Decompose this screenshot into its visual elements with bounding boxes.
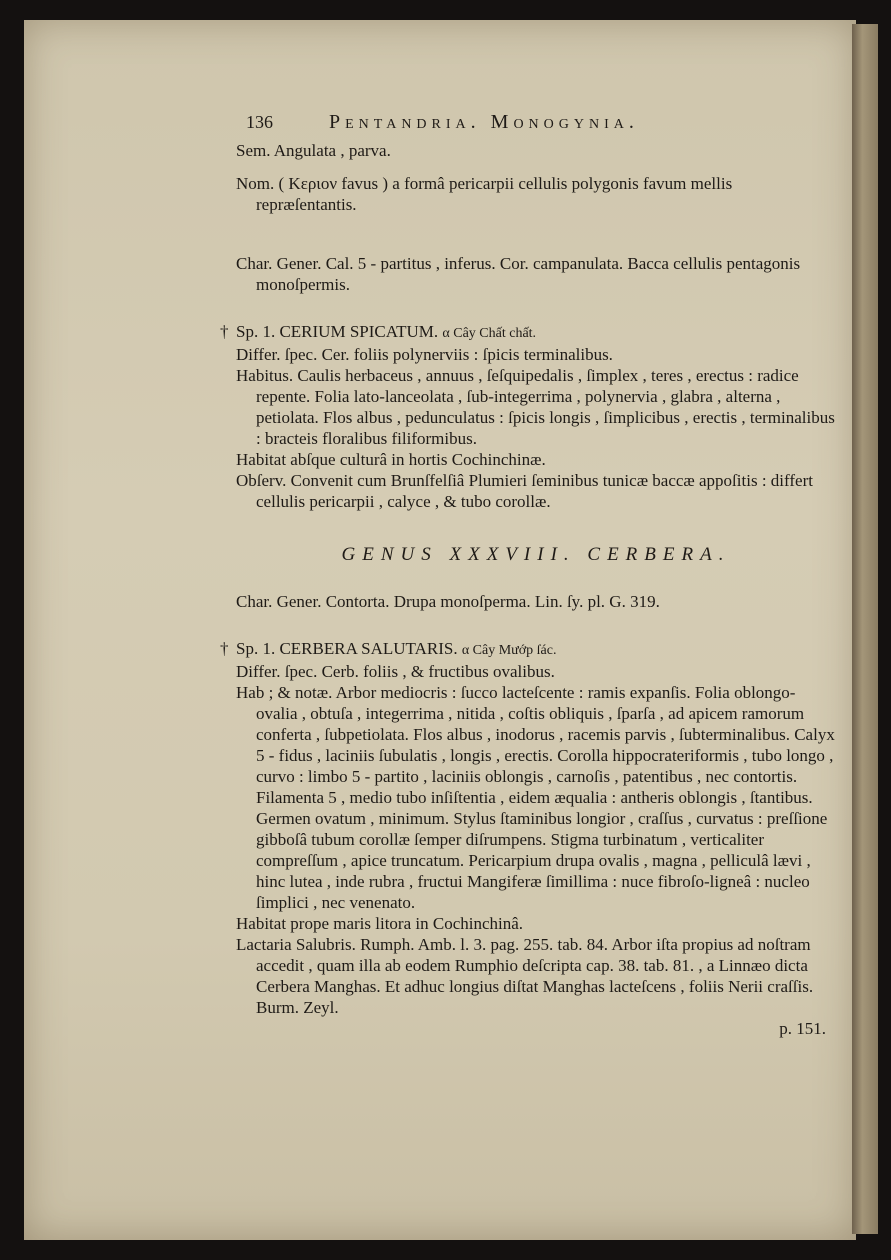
char-gener-cerium: Char. Gener. Cal. 5 - partitus , inferus. Cor. campanulata. Bacca cellulis pentagonis monoſpermis. xyxy=(236,254,801,294)
page-content xyxy=(220,111,836,1039)
observ-paragraph: Obſerv. Convenit cum Brunſfelſiâ Plumieri ſeminibus tunicæ baccæ appoſitis : differt cellulis pericarpii , calyce , & tubo corollæ. xyxy=(236,471,813,511)
dagger-mark: † xyxy=(220,639,229,658)
habitus-paragraph: Habitus. Caulis herbaceus , annuus , ſeſquipedalis , ſimplex , teres , erectus : radice repente. Folia lato-lanceolata , ſub-integerrima , polynervia , glabra , alterna , petiolata. Flos albus , pedunculatus : ſpicis longis , ſimplicibus , erectis , terminalibus : bracteis floralibus filiformibus. xyxy=(236,366,835,448)
species-cerbera xyxy=(220,638,836,661)
differ-line: Differ. ſpec. Cerb. foliis , & fructibus ovalibus. xyxy=(236,662,555,681)
hab-notae-paragraph: Hab ; & notæ. Arbor mediocris : ſucco lacteſcente : ramis expanſis. Folia oblongo-ovalia , obtuſa , integerrima , nitida , coſtis obliquis , ſparſa , ad apicem ramorum conferta , ſubpetiolata. Flos albus , inodorus , racemis parvis , ſubterminalibus. Calyx 5 - fidus , laciniis ſubulatis , longis , erectis. Corolla hippocrateriformis , tubo longo , curvo : limbo 5 - partito , laciniis oblongis , carnoſis , patentibus , nec contortis. Filamenta 5 , medio tubo inſiſtentia , eidem æqualia : antheris oblongis , ſtantibus. Germen ovatum , minimum. Stylus ſtaminibus longior , craſſus , curvatus : preſſione gibboſâ tubum corollæ ſemper diſrumpens. Stigma turbinatum , verticaliter compreſſum , apice truncatum. Pericarpium drupa ovalis , magna , pelliculâ lævi , hinc lutea , inde rubra , fructui Mangiferæ ſimillima : nuce fibroſo-ligneâ : nucleo ſimplici , nec venenato. xyxy=(236,683,835,912)
vernacular-name: α Cây Mướp ſác. xyxy=(461,643,557,658)
page-edge xyxy=(852,24,878,1234)
page-reference: p. 151. xyxy=(779,1019,826,1038)
running-head xyxy=(246,112,836,140)
species-title: Sp. 1. CERIUM SPICATUM. xyxy=(236,322,439,341)
nom-paragraph: Nom. ( Κεριον favus ) a formâ pericarpii cellulis polygonis favum mellis repræſentantis. xyxy=(236,174,733,214)
species-cerium xyxy=(220,321,836,344)
vernacular-name: α Cây Chất chất. xyxy=(442,326,537,341)
sem-line: Sem. Angulata , parva. xyxy=(236,141,391,160)
habitat-line: Habitat prope maris litora in Cochinchinâ. xyxy=(236,914,524,933)
lactaria-paragraph: Lactaria Salubris. Rumph. Amb. l. 3. pag. 255. tab. 84. Arbor iſta propius ad noſtram accedit , quam illa ab eodem Rumphio deſcripta cap. 38. tab. 81. , a Linnæo dicta Cerbera Manghas. Et adhuc longius diſtat Manghas lacteſcens , foliis Nerii craſſis. Burm. Zeyl. xyxy=(236,935,814,1017)
habitat-line: Habitat abſque culturâ in hortis Cochinchinæ. xyxy=(236,450,546,469)
page-number: 136 xyxy=(246,112,273,132)
dagger-mark: † xyxy=(220,322,229,341)
char-gener-cerbera: Char. Gener. Contorta. Drupa monoſperma. Lin. ſy. pl. G. 319. xyxy=(236,592,660,611)
species-title: Sp. 1. CERBERA SALUTARIS. xyxy=(236,639,458,658)
running-head-title: Pentandria. Monogynia. xyxy=(329,111,639,133)
genus-heading: GENUS XXXVIII. CERBERA. xyxy=(341,544,731,565)
differ-line: Differ. ſpec. Cer. foliis polynerviis : ſpicis terminalibus. xyxy=(236,345,613,364)
